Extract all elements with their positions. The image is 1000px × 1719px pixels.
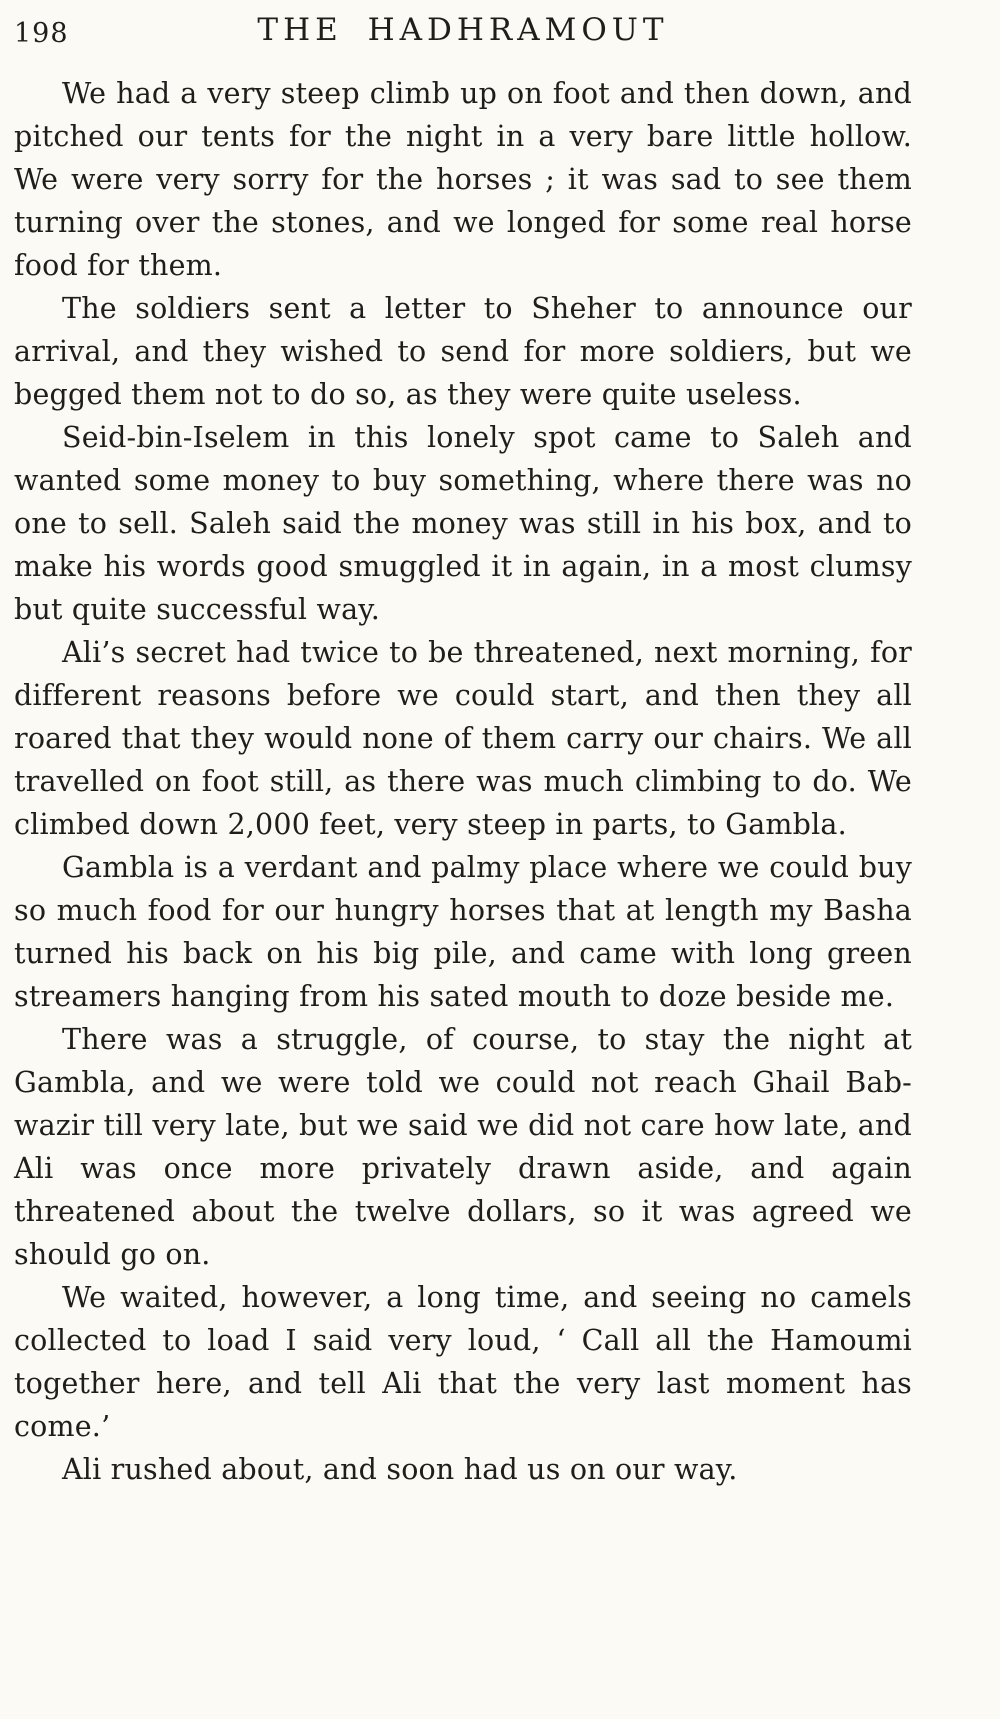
running-title: THE HADHRAMOUT — [257, 12, 669, 48]
paragraph: Ali’s secret had twice to be threatened, next morning, for different reasons before we could start, and then they all roared that they would none of them carry our chairs. We all travelled on foot still, as there was much climbing to do. We climbed down 2,000 feet, very steep in parts, to Gambla. — [14, 636, 912, 841]
paragraph: Seid-bin-Iselem in this lonely spot came to Saleh and wanted some money to buy something, where there was no one to sell. Saleh said the money was still in his box, and to make his words good smuggled it in again, in a most clumsy but quite successful way. — [14, 421, 912, 626]
paragraph: We had a very steep climb up on foot and then down, and pitched our tents for the night in a very bare little hollow. We were very sorry for the horses ; it was sad to see them turning over the stones, and we longed for some real horse food for them. — [14, 77, 912, 282]
page-body-text — [14, 72, 912, 1491]
paragraph: Gambla is a verdant and palmy place where we could buy so much food for our hungry horses that at length my Basha turned his back on his big pile, and came with long green streamers hanging from his sated mouth to doze beside me. — [14, 851, 912, 1013]
paragraph: We waited, however, a long time, and seeing no camels collected to load I said very loud, ‘ Call all the Hamoumi together here, and tell Ali that the very last moment has come.’ — [14, 1281, 912, 1443]
paragraph: There was a struggle, of course, to stay the night at Gambla, and we were told we could not reach Ghail Bab-wazir till very late, but we said we did not care how late, and Ali was once more privately drawn aside, and again threatened about the twelve dollars, so it was agreed we should go on. — [14, 1023, 912, 1271]
page-number: 198 — [14, 18, 69, 49]
paragraph: Ali rushed about, and soon had us on our way. — [62, 1453, 738, 1486]
paragraph: The soldiers sent a letter to Sheher to announce our arrival, and they wished to send for more soldiers, but we begged them not to do so, as they were quite useless. — [14, 292, 912, 411]
running-head — [14, 12, 912, 58]
